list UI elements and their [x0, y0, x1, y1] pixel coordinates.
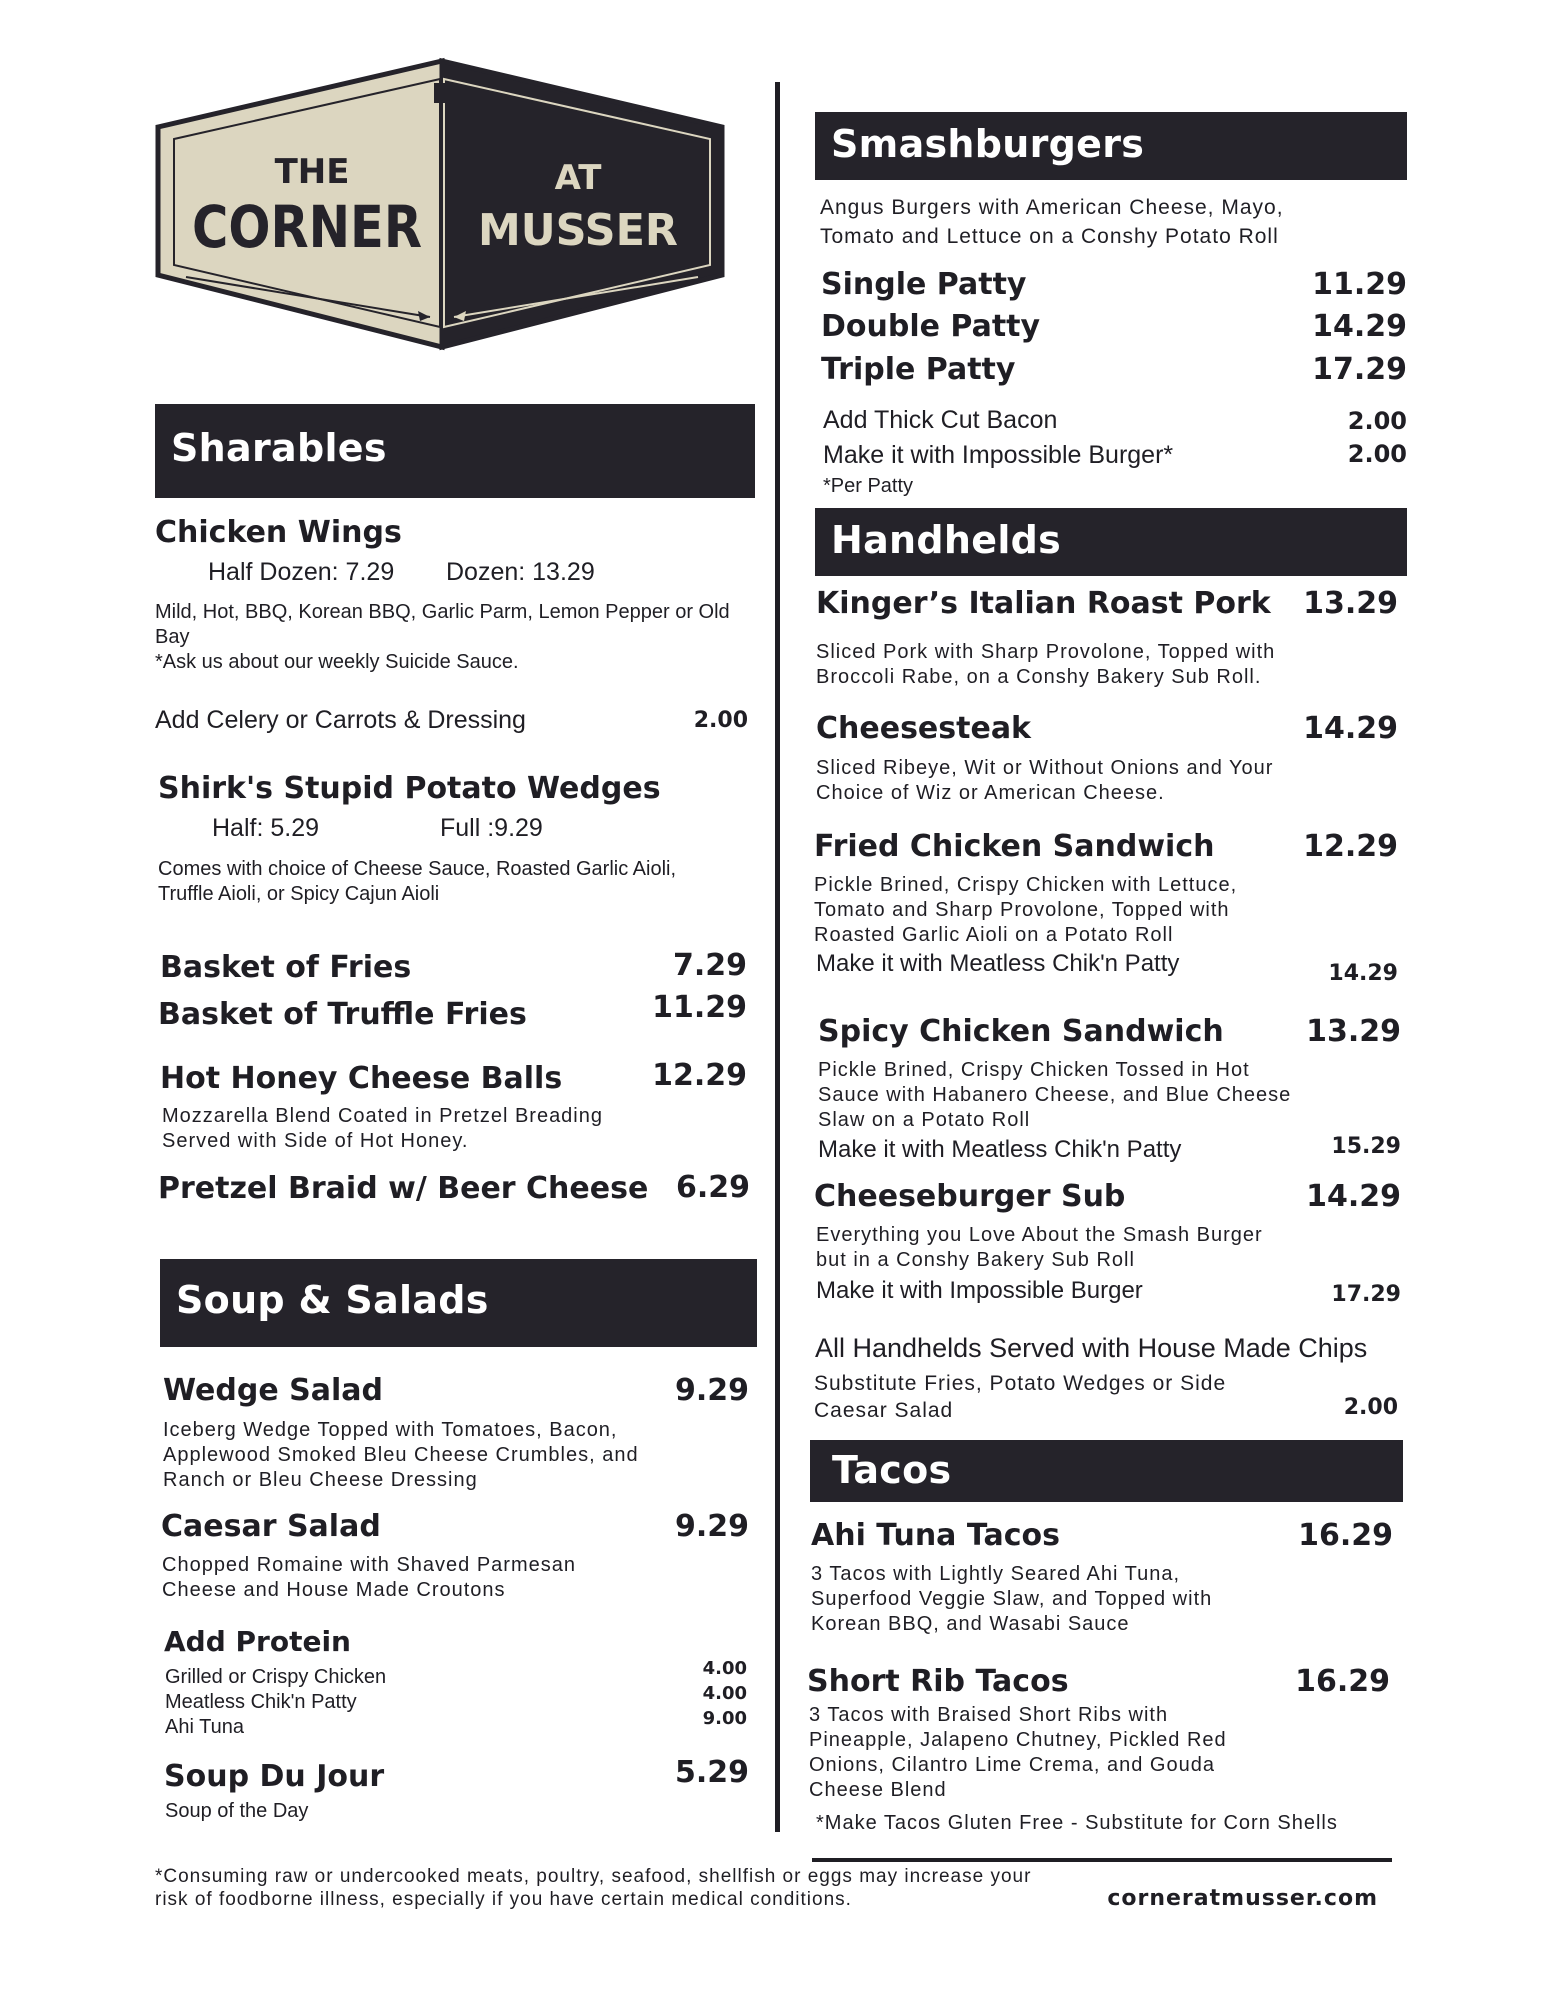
- section-title: Tacos: [832, 1448, 952, 1492]
- per-patty-note: *Per Patty: [823, 475, 914, 497]
- price-soup-du-jour: 5.29: [674, 1755, 749, 1790]
- item-add-protein: Add Protein: [164, 1625, 351, 1658]
- honey-description: Mozzarella Blend Coated in Pretzel Breading Served with Side of Hot Honey.: [162, 1105, 603, 1152]
- section-title: Sharables: [171, 426, 387, 470]
- item-add-bacon: Add Thick Cut Bacon: [823, 406, 1058, 434]
- svg-text:AT: AT: [554, 158, 602, 198]
- cheeseburger-sub-description: Everything you Love About the Smash Burger but in a Conshy Bakery Sub Roll: [816, 1224, 1263, 1271]
- item-kingers-italian-roast-pork: Kinger’s Italian Roast Pork: [816, 586, 1271, 621]
- item-short-rib-tacos: Short Rib Tacos: [807, 1664, 1069, 1699]
- price-short-rib-tacos: 16.29: [1295, 1664, 1390, 1699]
- price-wedge-salad: 9.29: [674, 1373, 749, 1408]
- section-header-smashburgers: [815, 112, 1407, 180]
- price-add-bacon: 2.00: [1347, 407, 1407, 435]
- wings-half-price: Half Dozen: 7.29: [208, 558, 395, 586]
- fried-chicken-meatless-option: Make it with Meatless Chik'n Patty: [816, 950, 1180, 977]
- restaurant-logo: [150, 55, 740, 355]
- svg-text:CORNER: CORNER: [192, 193, 422, 261]
- item-double-patty: Double Patty: [821, 309, 1041, 344]
- item-caesar-salad: Caesar Salad: [161, 1509, 381, 1544]
- item-spicy-chicken-sandwich: Spicy Chicken Sandwich: [818, 1014, 1224, 1049]
- handhelds-substitute-description: Substitute Fries, Potato Wedges or Side Caesar Salad: [814, 1372, 1227, 1422]
- svg-text:MUSSER: MUSSER: [478, 205, 678, 256]
- item-hot-honey-cheese-balls: Hot Honey Cheese Balls: [160, 1061, 563, 1096]
- footer-divider: [812, 1858, 1392, 1862]
- fried-chicken-description: Pickle Brined, Crispy Chicken with Lettuce, Tomato and Sharp Provolone, Topped with Roasted Garlic Aioli on a Potato Roll: [814, 874, 1238, 946]
- website-link[interactable]: corneratmusser.com: [1107, 1886, 1378, 1911]
- item-cheeseburger-sub: Cheeseburger Sub: [814, 1179, 1126, 1214]
- price-basket-fries: 7.29: [672, 948, 747, 983]
- smashburgers-description: Angus Burgers with American Cheese, Mayo, Tomato and Lettuce on a Conshy Potato Roll: [820, 196, 1284, 248]
- price-cheeseburger-sub-impossible: 17.29: [1331, 1282, 1401, 1307]
- item-triple-patty: Triple Patty: [821, 352, 1016, 387]
- price-add-celery: 2.00: [693, 708, 748, 733]
- price-fried-chicken-sandwich: 12.29: [1303, 829, 1398, 864]
- kinger-description: Sliced Pork with Sharp Provolone, Topped with Broccoli Rabe, on a Conshy Bakery Sub Roll.: [816, 641, 1276, 688]
- price-cheesesteak: 14.29: [1303, 711, 1398, 746]
- wings-dozen-price: Dozen: 13.29: [446, 558, 595, 586]
- price-truffle-fries: 11.29: [652, 990, 747, 1025]
- wings-description: Mild, Hot, BBQ, Korean BBQ, Garlic Parm, Lemon Pepper or Old Bay *Ask us about our weekly Suicide Sauce.: [155, 601, 730, 673]
- ahi-tuna-tacos-description: 3 Tacos with Lightly Seared Ahi Tuna, Superfood Veggie Slaw, and Topped with Korean BBQ, and Wasabi Sauce: [811, 1563, 1213, 1635]
- section-header-soup-salads: [160, 1259, 757, 1347]
- handhelds-chips-note: All Handhelds Served with House Made Chips: [815, 1333, 1368, 1363]
- protein-prices: 4.00 4.00 9.00: [702, 1658, 747, 1729]
- item-add-celery: Add Celery or Carrots & Dressing: [155, 706, 526, 734]
- cheesesteak-description: Sliced Ribeye, Wit or Without Onions and Your Choice of Wiz or American Cheese.: [816, 757, 1274, 804]
- column-divider: [775, 82, 780, 1832]
- wedges-half-price: Half: 5.29: [212, 814, 320, 842]
- price-spicy-chicken-meatless: 15.29: [1331, 1134, 1401, 1159]
- item-single-patty: Single Patty: [821, 267, 1027, 302]
- item-ahi-tuna-tacos: Ahi Tuna Tacos: [811, 1518, 1060, 1553]
- price-single-patty: 11.29: [1312, 267, 1407, 302]
- section-header-sharables: [155, 404, 755, 498]
- spicy-chicken-description: Pickle Brined, Crispy Chicken Tossed in Hot Sauce with Habanero Cheese, and Blue Cheese Slaw on a Potato Roll: [818, 1059, 1292, 1131]
- wedges-description: Comes with choice of Cheese Sauce, Roasted Garlic Aioli, Truffle Aioli, or Spicy Cajun Aioli: [158, 858, 677, 905]
- item-fried-chicken-sandwich: Fried Chicken Sandwich: [814, 829, 1215, 864]
- protein-option: Ahi Tuna: [165, 1716, 244, 1738]
- food-safety-warning: *Consuming raw or undercooked meats, poultry, seafood, shellfish or eggs may increase your risk of foodborne illness, especially if you have certain medical conditions.: [155, 1866, 1032, 1910]
- price-hot-honey-cheese-balls: 12.29: [652, 1058, 747, 1093]
- item-impossible-burger: Make it with Impossible Burger*: [823, 441, 1174, 469]
- price-triple-patty: 17.29: [1312, 352, 1407, 387]
- section-header-handhelds: [815, 508, 1407, 576]
- price-kingers-italian-roast-pork: 13.29: [1303, 586, 1398, 621]
- soup-du-jour-description: Soup of the Day: [165, 1800, 309, 1822]
- cheeseburger-sub-impossible-option: Make it with Impossible Burger: [816, 1277, 1143, 1304]
- price-spicy-chicken-sandwich: 13.29: [1306, 1014, 1401, 1049]
- price-ahi-tuna-tacos: 16.29: [1298, 1518, 1393, 1553]
- item-truffle-fries: Basket of Truffle Fries: [158, 997, 527, 1032]
- section-title: Soup & Salads: [176, 1278, 489, 1322]
- price-caesar-salad: 9.29: [674, 1509, 749, 1544]
- item-wedge-salad: Wedge Salad: [163, 1373, 383, 1408]
- wedges-full-price: Full :9.29: [440, 814, 543, 842]
- item-soup-du-jour: Soup Du Jour: [164, 1759, 385, 1794]
- section-header-tacos: [810, 1440, 1403, 1502]
- price-impossible-burger: 2.00: [1347, 440, 1407, 468]
- price-double-patty: 14.29: [1312, 309, 1407, 344]
- item-chicken-wings: Chicken Wings: [155, 515, 402, 550]
- spicy-chicken-meatless-option: Make it with Meatless Chik'n Patty: [818, 1136, 1182, 1163]
- item-potato-wedges: Shirk's Stupid Potato Wedges: [158, 771, 661, 806]
- item-basket-fries: Basket of Fries: [160, 950, 412, 985]
- protein-option: Grilled or Crispy Chicken: [165, 1666, 387, 1688]
- price-pretzel-braid: 6.29: [675, 1170, 750, 1205]
- section-title: Smashburgers: [831, 122, 1145, 166]
- price-fried-chicken-meatless: 14.29: [1328, 961, 1398, 986]
- svg-text:THE: THE: [274, 152, 350, 192]
- protein-options: [165, 1665, 765, 1740]
- wedge-salad-description: Iceberg Wedge Topped with Tomatoes, Bacon, Applewood Smoked Bleu Cheese Crumbles, and Ranch or Bleu Cheese Dressing: [163, 1419, 639, 1491]
- section-title: Handhelds: [831, 518, 1062, 562]
- tacos-gluten-free-note: *Make Tacos Gluten Free - Substitute for Corn Shells: [816, 1812, 1338, 1834]
- caesar-salad-description: Chopped Romaine with Shaved Parmesan Cheese and House Made Croutons: [162, 1554, 576, 1601]
- protein-option: Meatless Chik'n Patty: [165, 1691, 357, 1713]
- price-cheeseburger-sub: 14.29: [1306, 1179, 1401, 1214]
- item-cheesesteak: Cheesesteak: [816, 711, 1032, 746]
- short-rib-tacos-description: 3 Tacos with Braised Short Ribs with Pineapple, Jalapeno Chutney, Pickled Red Onions, Cilantro Lime Crema, and Gouda Cheese Blend: [809, 1704, 1227, 1801]
- item-pretzel-braid: Pretzel Braid w/ Beer Cheese: [158, 1171, 649, 1206]
- price-substitute: 2.00: [1343, 1395, 1398, 1420]
